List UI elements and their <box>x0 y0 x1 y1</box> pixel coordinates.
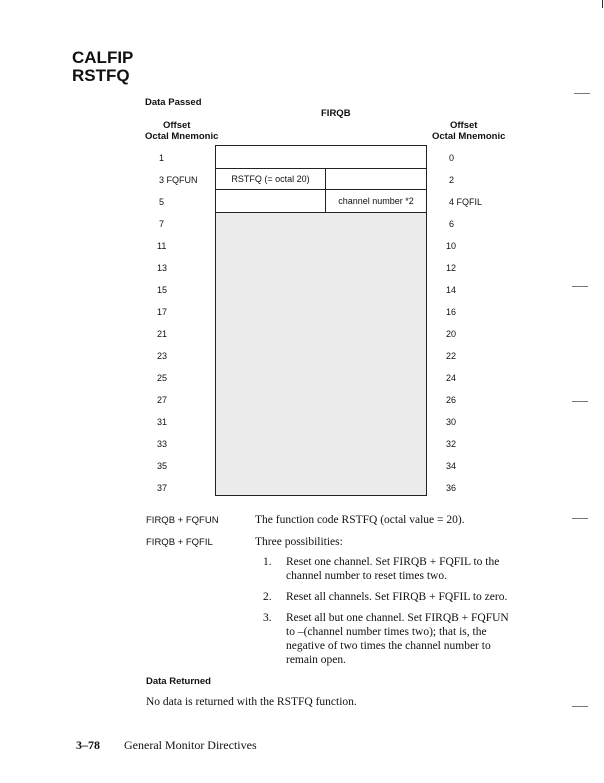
data-returned-text: No data is returned with the RSTFQ function. <box>146 696 357 708</box>
table-row-0 <box>215 145 427 169</box>
left-offset: 31 <box>157 417 168 427</box>
right-offset: 4 FQFIL <box>449 197 483 207</box>
possibility-line: Reset one channel. Set FIRQB + FQFIL to the <box>286 556 500 568</box>
left-offset: 3 FQFUN <box>159 175 198 185</box>
scan-mark <box>572 706 588 707</box>
left-offset: 27 <box>157 395 168 405</box>
right-header-offset: Offset <box>450 120 478 131</box>
right-offset: 22 <box>446 351 457 361</box>
left-header-offset: Offset <box>163 120 191 131</box>
left-offset: 5 <box>159 197 165 207</box>
left-header-octal-mnemonic: Octal Mnemonic <box>145 131 219 142</box>
page-title-rstfq: RSTFQ <box>72 66 130 85</box>
right-offset: 34 <box>446 461 457 471</box>
left-offset: 35 <box>157 461 168 471</box>
field-name-fqfil: FIRQB + FQFIL <box>146 537 213 548</box>
right-offset: 12 <box>446 263 457 273</box>
possibility-line: to –(channel number times two); that is, the <box>286 626 487 638</box>
data-passed-heading: Data Passed <box>145 97 202 108</box>
data-returned-heading: Data Returned <box>146 676 211 687</box>
scan-mark <box>574 93 590 94</box>
table-title: FIRQB <box>321 108 351 119</box>
right-offset: 20 <box>446 329 457 339</box>
table-cell-row1-right <box>325 168 427 190</box>
right-offset: 0 <box>449 153 455 163</box>
rstfq-cell <box>215 168 326 190</box>
left-offset: 23 <box>157 351 168 361</box>
field-name-fqfun: FIRQB + FQFUN <box>146 515 219 526</box>
section-title: General Monitor Directives <box>124 738 257 752</box>
possibility-line: negative of two times the channel number to <box>286 640 491 652</box>
right-offset: 30 <box>446 417 457 427</box>
right-header-octal-mnemonic: Octal Mnemonic <box>432 131 506 142</box>
scan-mark <box>572 401 588 402</box>
right-offset: 16 <box>446 307 457 317</box>
right-offset: 14 <box>446 285 457 295</box>
left-offset: 17 <box>157 307 168 317</box>
left-offset: 1 <box>159 153 165 163</box>
possibility-line: Reset all channels. Set FIRQB + FQFIL to zero. <box>286 591 508 603</box>
right-offset: 32 <box>446 439 457 449</box>
right-offset: 6 <box>449 219 455 229</box>
left-offset: 15 <box>157 285 168 295</box>
field-desc-fqfun: The function code RSTFQ (octal value = 20). <box>255 514 465 526</box>
left-offset: 25 <box>157 373 168 383</box>
left-offset: 13 <box>157 263 168 273</box>
possibility-number: 3. <box>263 612 272 624</box>
left-offset: 21 <box>157 329 168 339</box>
scan-edge-mark <box>602 0 603 8</box>
scan-mark <box>572 518 588 519</box>
right-offset: 24 <box>446 373 457 383</box>
page-number: 3–78 <box>76 738 100 752</box>
channel-cell-label: channel number *2 <box>338 196 414 206</box>
page-title-calfip: CALFIP <box>72 48 134 67</box>
field-desc-fqfil: Three possibilities: <box>255 536 343 548</box>
table-cell-row2-left <box>215 189 326 213</box>
possibility-number: 1. <box>263 556 272 568</box>
right-offset: 26 <box>446 395 457 405</box>
left-offset: 11 <box>157 241 167 251</box>
channel-cell <box>325 189 427 213</box>
possibility-line: Reset all but one channel. Set FIRQB + FQFUN <box>286 612 509 624</box>
right-offset: 2 <box>449 175 455 185</box>
left-offset: 37 <box>157 483 168 493</box>
right-offset: 36 <box>446 483 457 493</box>
possibility-line: remain open. <box>286 654 347 666</box>
possibility-line: channel number to reset times two. <box>286 570 447 582</box>
rstfq-cell-label: RSTFQ (= octal 20) <box>231 174 310 184</box>
possibility-number: 2. <box>263 591 272 603</box>
right-offset: 10 <box>446 241 457 251</box>
left-offset: 33 <box>157 439 168 449</box>
left-offset: 7 <box>159 219 165 229</box>
scan-mark <box>572 286 588 287</box>
reserved-area <box>215 212 427 496</box>
